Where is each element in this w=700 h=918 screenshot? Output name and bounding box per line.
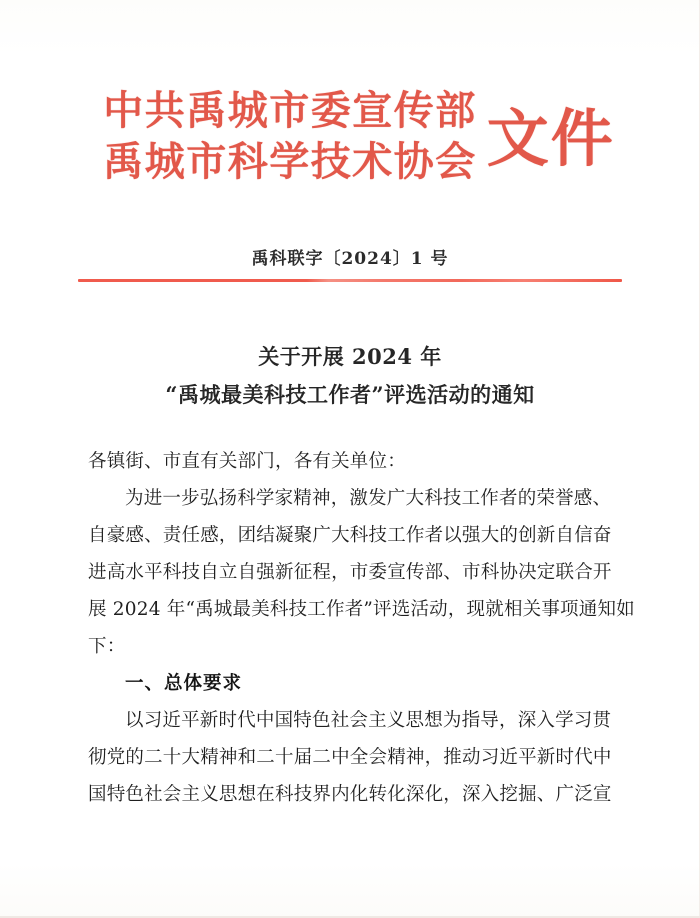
section-1-line-1: 以习近平新时代中国特色社会主义思想为指导，深入学习贯: [125, 710, 612, 731]
body-paragraph-1-line-3: 进高水平科技自立自强新征程，市委宣传部、市科协决定联合开: [88, 562, 612, 583]
body-paragraph-1-line-5: 下：: [88, 636, 126, 657]
section-1-line-2: 彻党的二十大精神和二十届二中全会精神，推动习近平新时代中: [88, 747, 612, 768]
section-heading-1: 一、总体要求: [125, 673, 243, 694]
body-paragraph-1-line-2: 自豪感、责任感，团结凝聚广大科技工作者以强大的创新自信奋: [88, 525, 612, 546]
document-title-line-1: 关于开展 2024 年: [258, 344, 442, 369]
document-body: [88, 443, 635, 813]
masthead-org-line-2: 禹城市科学技术协会: [103, 138, 477, 185]
masthead: [0, 62, 700, 212]
masthead-org-line-1: 中共禹城市委宣传部: [103, 87, 477, 135]
document-title-line-2: “禹城最美科技工作者”评选活动的通知: [165, 382, 535, 407]
document-number: 禹科联字〔2024〕1 号: [251, 249, 449, 269]
masthead-organization-names: [103, 89, 477, 185]
red-separator-rule: [78, 279, 622, 282]
body-paragraph-1-line-4: 展 2024 年“禹城最美科技工作者”评选活动，现就相关事项通知如: [88, 599, 635, 620]
section-1-line-3: 国特色社会主义思想在科技界内化转化深化，深入挖掘、广泛宣: [88, 784, 612, 805]
masthead-document-type: 文件: [486, 102, 615, 175]
body-paragraph-1-line-1: 为进一步弘扬科学家精神，激发广大科技工作者的荣誉感、: [125, 488, 612, 509]
document-title: [0, 338, 700, 414]
body-addressee: 各镇街、市直有关部门，各有关单位：: [88, 451, 406, 472]
